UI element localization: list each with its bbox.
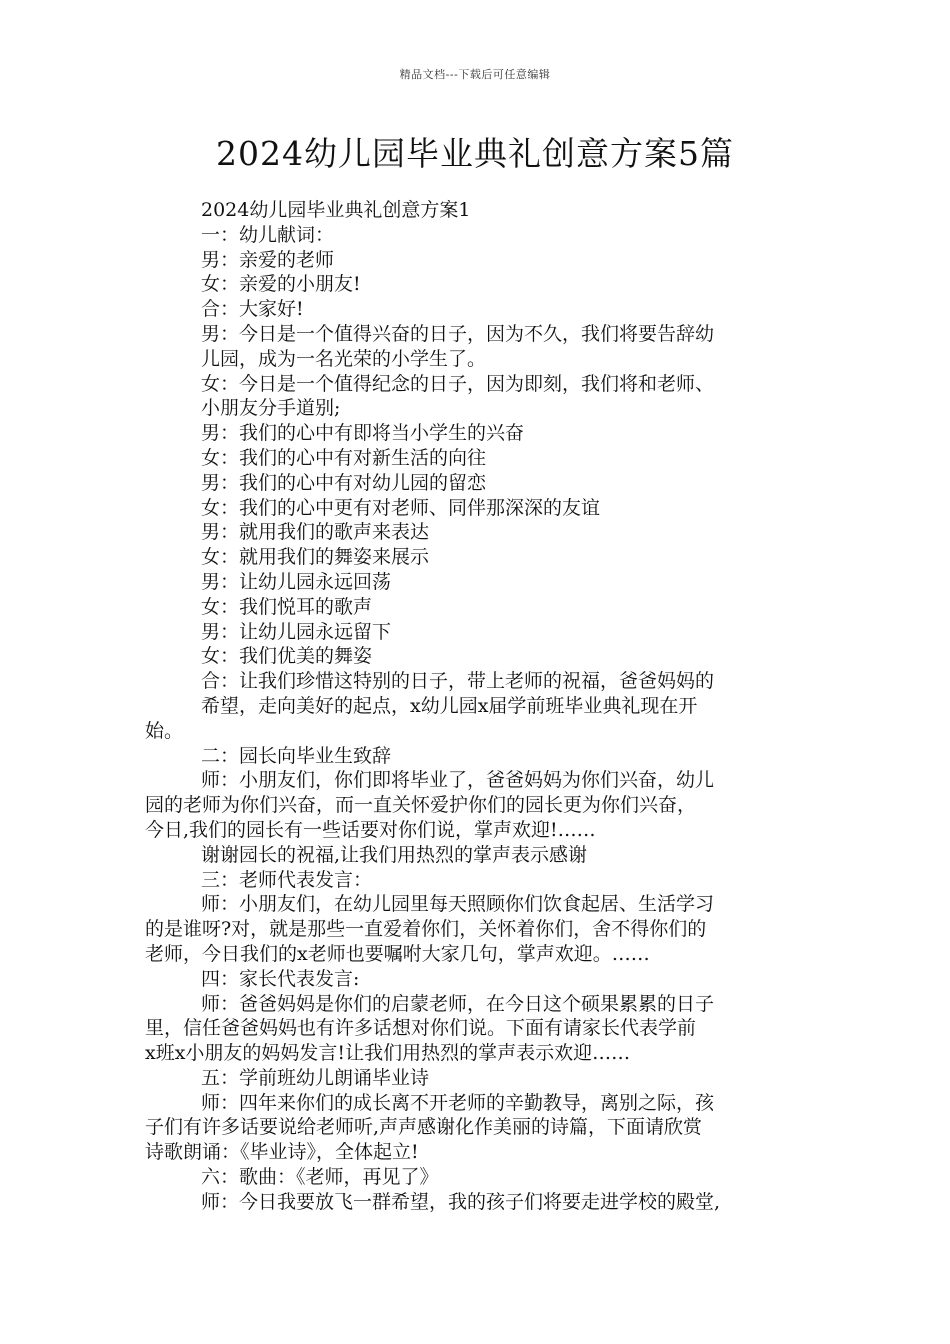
body-line: 师：小朋友们，在幼儿园里每天照顾你们饮食起居、生活学习 — [201, 893, 715, 916]
body-line: 师：小朋友们，你们即将毕业了，爸爸妈妈为你们兴奋，幼儿 — [201, 769, 715, 792]
body-line: 女：就用我们的舞姿来展示 — [201, 546, 430, 569]
body-line: 儿园，成为一名光荣的小学生了。 — [201, 347, 487, 370]
body-line: 希望，走向美好的起点，x幼儿园x届学前班毕业典礼现在开 — [201, 694, 698, 717]
body-line: 谢谢园长的祝福,让我们用热烈的掌声表示感谢 — [201, 843, 588, 866]
body-line: 合：让我们珍惜这特别的日子，带上老师的祝福，爸爸妈妈的 — [201, 670, 715, 693]
body-line: 男：我们的心中有对幼儿园的留恋 — [201, 471, 487, 494]
body-line: 的是谁呀?对，就是那些一直爱着你们，关怀着你们，舍不得你们的 — [145, 918, 707, 941]
body-line: 男：我们的心中有即将当小学生的兴奋 — [201, 422, 525, 445]
body-line: 男：就用我们的歌声来表达 — [201, 521, 430, 544]
body-line: 男：亲爱的老师 — [201, 248, 335, 271]
body-line: 今日,我们的园长有一些话要对你们说，掌声欢迎!…… — [145, 818, 596, 841]
header-note: 精品文档---下载后可任意编辑 — [399, 68, 551, 81]
body-line: 男：今日是一个值得兴奋的日子，因为不久，我们将要告辞幼 — [201, 322, 715, 345]
body-line: 老师，今日我们的x老师也要嘱咐大家几句，掌声欢迎。…… — [145, 942, 650, 965]
body-line: 子们有许多话要说给老师听,声声感谢化作美丽的诗篇，下面请欣赏 — [145, 1116, 703, 1139]
body-line: 园的老师为你们兴奋，而一直关怀爱护你们的园长更为你们兴奋， — [145, 794, 697, 817]
body-line: 三：老师代表发言： — [201, 868, 373, 891]
body-line: 六：歌曲：《老师，再见了》 — [201, 1166, 439, 1189]
body-line: 五：学前班幼儿朗诵毕业诗 — [201, 1066, 430, 1089]
body-line: x班x小朋友的妈妈发言!让我们用热烈的掌声表示欢迎…… — [145, 1042, 631, 1065]
body-line: 一：幼儿献词： — [201, 223, 335, 246]
body-line: 四：家长代表发言: — [201, 967, 360, 990]
body-line: 男：让幼儿园永远回荡 — [201, 570, 392, 593]
body-line: 师：四年来你们的成长离不开老师的辛勤教导，离别之际，孩 — [201, 1091, 715, 1114]
body-line: 二：园长向毕业生致辞 — [201, 744, 392, 767]
body-line: 女：我们悦耳的歌声 — [201, 595, 373, 618]
body-line: 合：大家好! — [201, 298, 304, 321]
body-line: 女：亲爱的小朋友! — [201, 273, 361, 296]
body-line: 始。 — [145, 719, 184, 742]
body-line: 师：今日我要放飞一群希望，我的孩子们将要走进学校的殿堂, — [201, 1190, 721, 1213]
body-line: 师：爸爸妈妈是你们的启蒙老师，在今日这个硕果累累的日子 — [201, 992, 715, 1015]
body-line: 2024幼儿园毕业典礼创意方案1 — [201, 199, 471, 221]
body-line: 女：我们优美的舞姿 — [201, 645, 373, 668]
body-line: 男：让幼儿园永远留下 — [201, 620, 392, 643]
body-line: 小朋友分手道别; — [201, 397, 341, 420]
document-title: 2024幼儿园毕业典礼创意方案5篇 — [216, 134, 734, 173]
body-line: 女：我们的心中更有对老师、同伴那深深的友谊 — [201, 496, 601, 519]
body-line: 女：今日是一个值得纪念的日子，因为即刻，我们将和老师、 — [201, 372, 715, 395]
body-line: 里，信任爸爸妈妈也有许多话想对你们说。下面有请家长代表学前 — [145, 1017, 697, 1040]
document-body — [145, 198, 815, 1215]
body-line: 女：我们的心中有对新生活的向往 — [201, 446, 487, 469]
body-line: 诗歌朗诵：《毕业诗》，全体起立! — [145, 1141, 419, 1164]
